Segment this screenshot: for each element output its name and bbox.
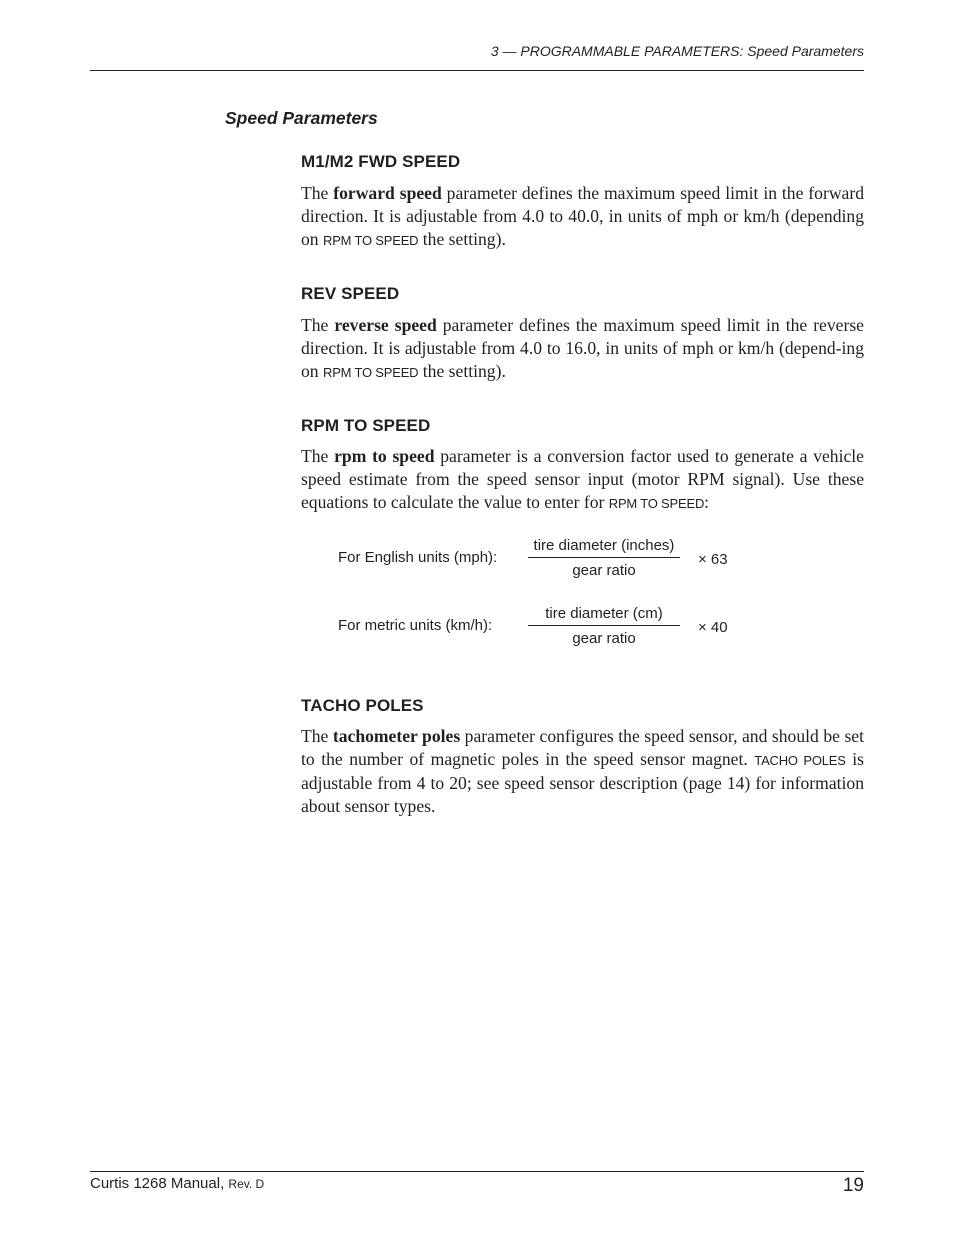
footer-rule xyxy=(90,1171,864,1172)
equation-multiplier: × 63 xyxy=(698,551,728,568)
equation-numerator: tire diameter (inches) xyxy=(528,537,680,558)
equation-metric xyxy=(338,605,758,653)
header-rule xyxy=(90,70,864,71)
param-description-fwd-speed: The forward speed parameter defines the maximum speed limit in the forward direction. It is adjustable from 4.0 to 40.0, in units of mph or km/h (depending on RPM TO SPEED the setting). xyxy=(301,183,864,249)
footer-manual-title: Curtis 1268 Manual, Rev. D xyxy=(90,1175,265,1192)
equation-label: For English units (mph): xyxy=(338,549,498,566)
equation-english xyxy=(338,537,758,585)
footer-revision: Rev. D xyxy=(228,1177,265,1191)
equation-denominator: gear ratio xyxy=(572,562,636,579)
param-heading-rpm-to-speed: RPM TO SPEED xyxy=(301,416,431,435)
param-description-rpm-to-speed: The rpm to speed parameter is a conversion factor used to generate a vehicle speed estimate from the speed sensor input (motor RPM signal). Use these equations to calculate the value to enter for RPM TO SPEED: xyxy=(301,446,864,512)
section-title: Speed Parameters xyxy=(225,108,378,128)
equation-denominator: gear ratio xyxy=(572,630,636,647)
equation-label: For metric units (km/h): xyxy=(338,617,493,634)
running-head: 3 — PROGRAMMABLE PARAMETERS: Speed Parameters xyxy=(490,43,864,59)
param-heading-rev-speed: REV SPEED xyxy=(301,284,400,303)
param-description-rev-speed: The reverse speed parameter defines the maximum speed limit in the reverse direction. It is adjustable from 4.0 to 16.0, in units of mph or km/h (depend-ing on RPM TO SPEED the setting). xyxy=(301,315,864,381)
param-description-tacho-poles: The tachometer poles parameter configures the speed sensor, and should be set to the number of magnetic poles in the speed sensor magnet. TACHO POLES is adjustable from 4 to 20; see speed sensor description (page 14) for information about sensor types. xyxy=(301,726,864,816)
equation-multiplier: × 40 xyxy=(698,619,728,636)
equation-fraction xyxy=(528,537,680,579)
page-number: 19 xyxy=(842,1175,864,1196)
equation-fraction xyxy=(528,605,680,647)
param-heading-tacho-poles: TACHO POLES xyxy=(301,696,424,715)
param-heading-fwd-speed: M1/M2 FWD SPEED xyxy=(301,152,461,171)
equation-numerator: tire diameter (cm) xyxy=(528,605,680,626)
